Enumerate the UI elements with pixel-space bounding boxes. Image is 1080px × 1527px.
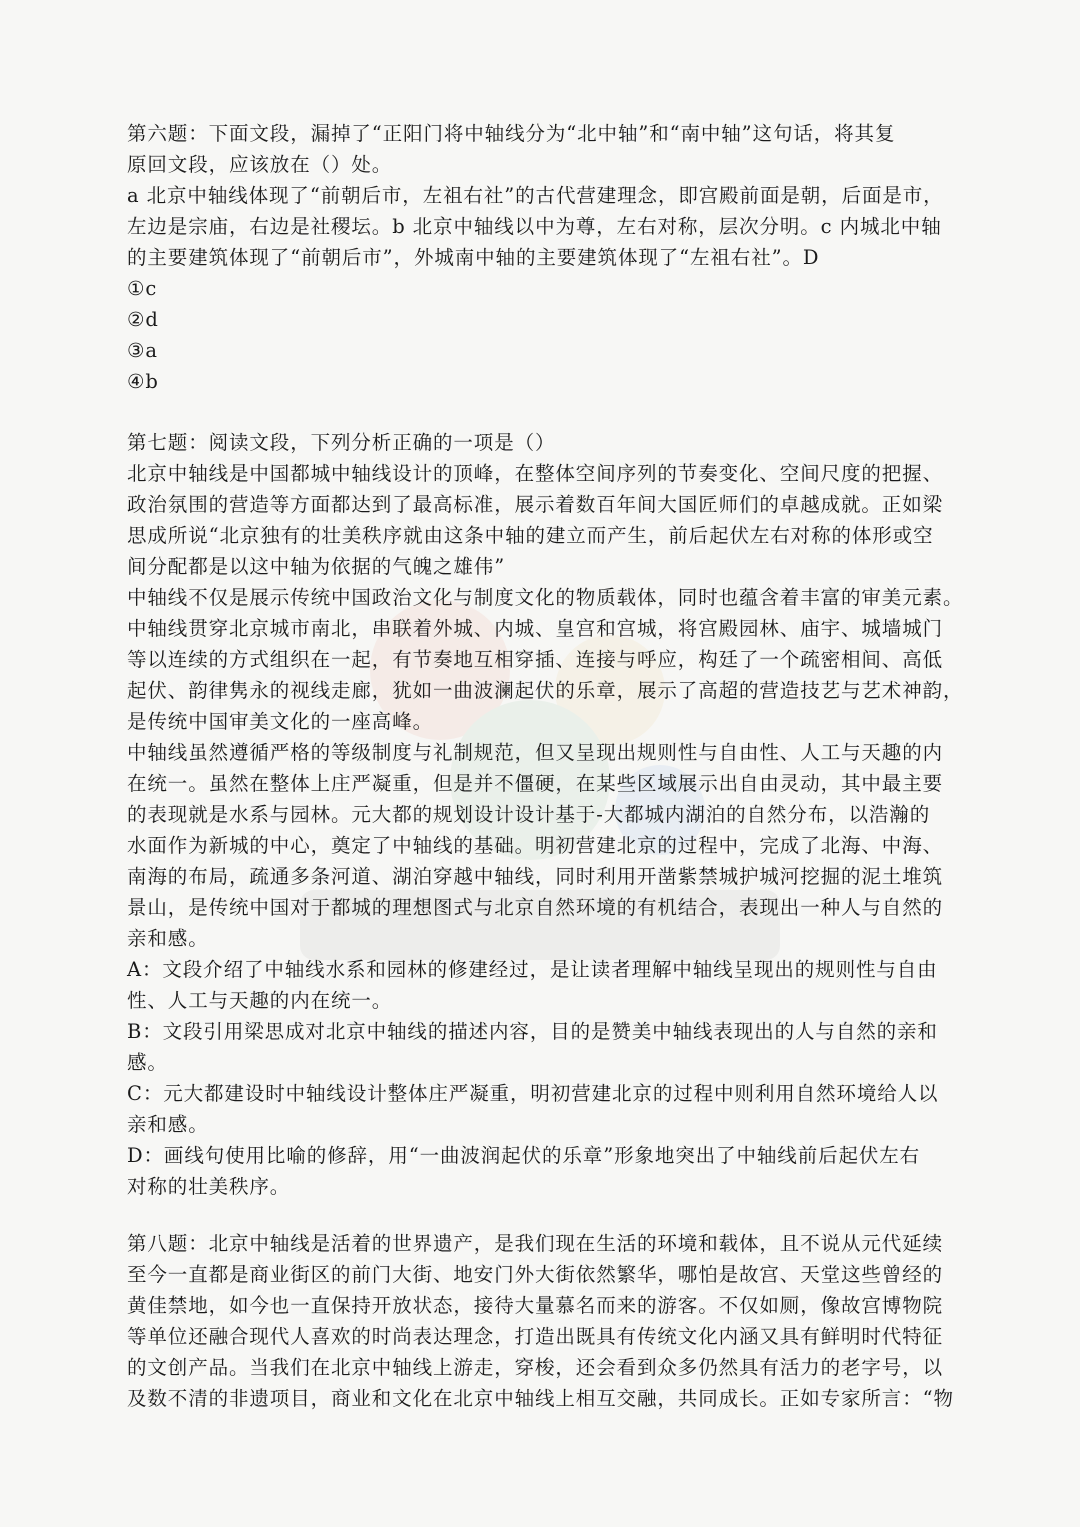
question-6-option: ④b: [127, 370, 159, 393]
question-7-option-d: 对称的壮美秩序。: [127, 1175, 291, 1198]
question-6-line: 第六题：下面文段，漏掉了“正阳门将中轴线分为“北中轴”和“南中轴”这句话，将其复: [127, 122, 896, 145]
question-7-line: 景山，是传统中国对于都城的理想图式与北京自然环境的有机结合，表现出一种人与自然的: [127, 896, 944, 919]
question-7-line: 第七题：阅读文段，下列分析正确的一项是（）: [127, 431, 556, 454]
question-6-option: ③a: [127, 339, 158, 362]
question-8-line: 黄佳禁地，如今也一直保持开放状态，接待大量慕名而来的游客。不仅如厕，像故宫博物院: [127, 1294, 944, 1317]
question-7-line: 起伏、韵律隽永的视线走廊，犹如一曲波澜起伏的乐章，展示了高超的营造技艺与艺术神韵，: [127, 679, 964, 702]
document-page: [127, 118, 964, 1414]
question-8-line: 至今一直都是商业街区的前门大街、地安门外大街依然繁华，哪怕是故宫、天堂这些曾经的: [127, 1263, 944, 1286]
question-6-line: a 北京中轴线体现了“前朝后市，左祖右社”的古代营建理念，即宫殿前面是朝，后面是市，: [127, 184, 944, 207]
question-8-line: 及数不清的非遗项目，商业和文化在北京中轴线上相互交融，共同成长。正如专家所言：“物: [127, 1387, 954, 1410]
question-6-line: 的主要建筑体现了“前朝后市”，外城南中轴的主要建筑体现了“左祖右社”。D: [127, 246, 820, 269]
question-8-line: 的文创产品。当我们在北京中轴线上游走，穿梭，还会看到众多仍然具有活力的老字号，以: [127, 1356, 944, 1379]
question-7-line: 中轴线贯穿北京城市南北，串联着外城、内城、皇宫和宫城，将宫殿园林、庙宇、城墙城门: [127, 617, 944, 640]
question-7-line: 中轴线虽然遵循严格的等级制度与礼制规范，但又呈现出规则性与自由性、人工与天趣的内: [127, 741, 944, 764]
question-7-line: 水面作为新城的中心，奠定了中轴线的基础。明初营建北京的过程中，完成了北海、中海、: [127, 834, 944, 857]
question-7-line: 南海的布局，疏通多条河道、湖泊穿越中轴线，同时利用开凿紫禁城护城河挖掘的泥土堆筑: [127, 865, 944, 888]
question-7-line: 等以连续的方式组织在一起，有节奏地互相穿插、连接与呼应，构廷了一个疏密相间、高低: [127, 648, 944, 671]
question-7-option-c: C：元大都建设时中轴线设计整体庄严凝重，明初营建北京的过程中则利用自然环境给人以: [127, 1082, 939, 1105]
question-8-line: 等单位还融合现代人喜欢的时尚表达理念，打造出既具有传统文化内涵又具有鲜明时代特征: [127, 1325, 944, 1348]
question-7-line: 在统一。虽然在整体上庄严凝重，但是并不僵硬，在某些区域展示出自由灵动，其中最主要: [127, 772, 944, 795]
question-7-option-d: D：画线句使用比喻的修辞，用“一曲波润起伏的乐章”形象地突出了中轴线前后起伏左右: [127, 1144, 921, 1167]
question-7-line: 的表现就是水系与园林。元大都的规划设计设计基于-大都城内湖泊的自然分布，以浩瀚的: [127, 803, 931, 826]
question-8-line: 第八题：北京中轴线是活着的世界遗产，是我们现在生活的环境和载体，且不说从元代延续: [127, 1232, 944, 1255]
question-7-option-b: B：文段引用梁思成对北京中轴线的描述内容，目的是赞美中轴线表现出的人与自然的亲和: [127, 1020, 938, 1043]
question-7-option-a: 性、人工与天趣的内在统一。: [127, 989, 393, 1012]
question-6-line: 左边是宗庙，右边是社稷坛。b 北京中轴线以中为尊，左右对称，层次分明。c 内城北中轴: [127, 215, 942, 238]
question-6-line: 原回文段，应该放在（）处。: [127, 153, 393, 176]
question-7-option-a: A：文段介绍了中轴线水系和园林的修建经过，是让读者理解中轴线呈现出的规则性与自由: [127, 958, 938, 981]
question-7-option-b: 感。: [127, 1051, 168, 1074]
question-7-line: 间分配都是以这中轴为依据的气魄之雄伟”: [127, 555, 506, 578]
question-6: [127, 118, 957, 397]
question-6-option: ①c: [127, 277, 158, 300]
question-7-line: 中轴线不仅是展示传统中国政治文化与制度文化的物质载体，同时也蕴含着丰富的审美元素。: [127, 586, 964, 609]
question-7-line: 是传统中国审美文化的一座高峰。: [127, 710, 434, 733]
question-7: [127, 427, 964, 1202]
question-7-line: 思成所说“北京独有的壮美秩序就由这条中轴的建立而产生，前后起伏左右对称的体形或空: [127, 524, 934, 547]
question-7-line: 亲和感。: [127, 927, 209, 950]
question-7-line: 北京中轴线是中国都城中轴线设计的顶峰，在整体空间序列的节奏变化、空间尺度的把握、: [127, 462, 944, 485]
question-7-line: 政治氛围的营造等方面都达到了最高标准，展示着数百年间大国匠师们的卓越成就。正如梁: [127, 493, 944, 516]
question-8: [127, 1228, 957, 1414]
question-6-option: ②d: [127, 308, 159, 331]
question-7-option-c: 亲和感。: [127, 1113, 209, 1136]
